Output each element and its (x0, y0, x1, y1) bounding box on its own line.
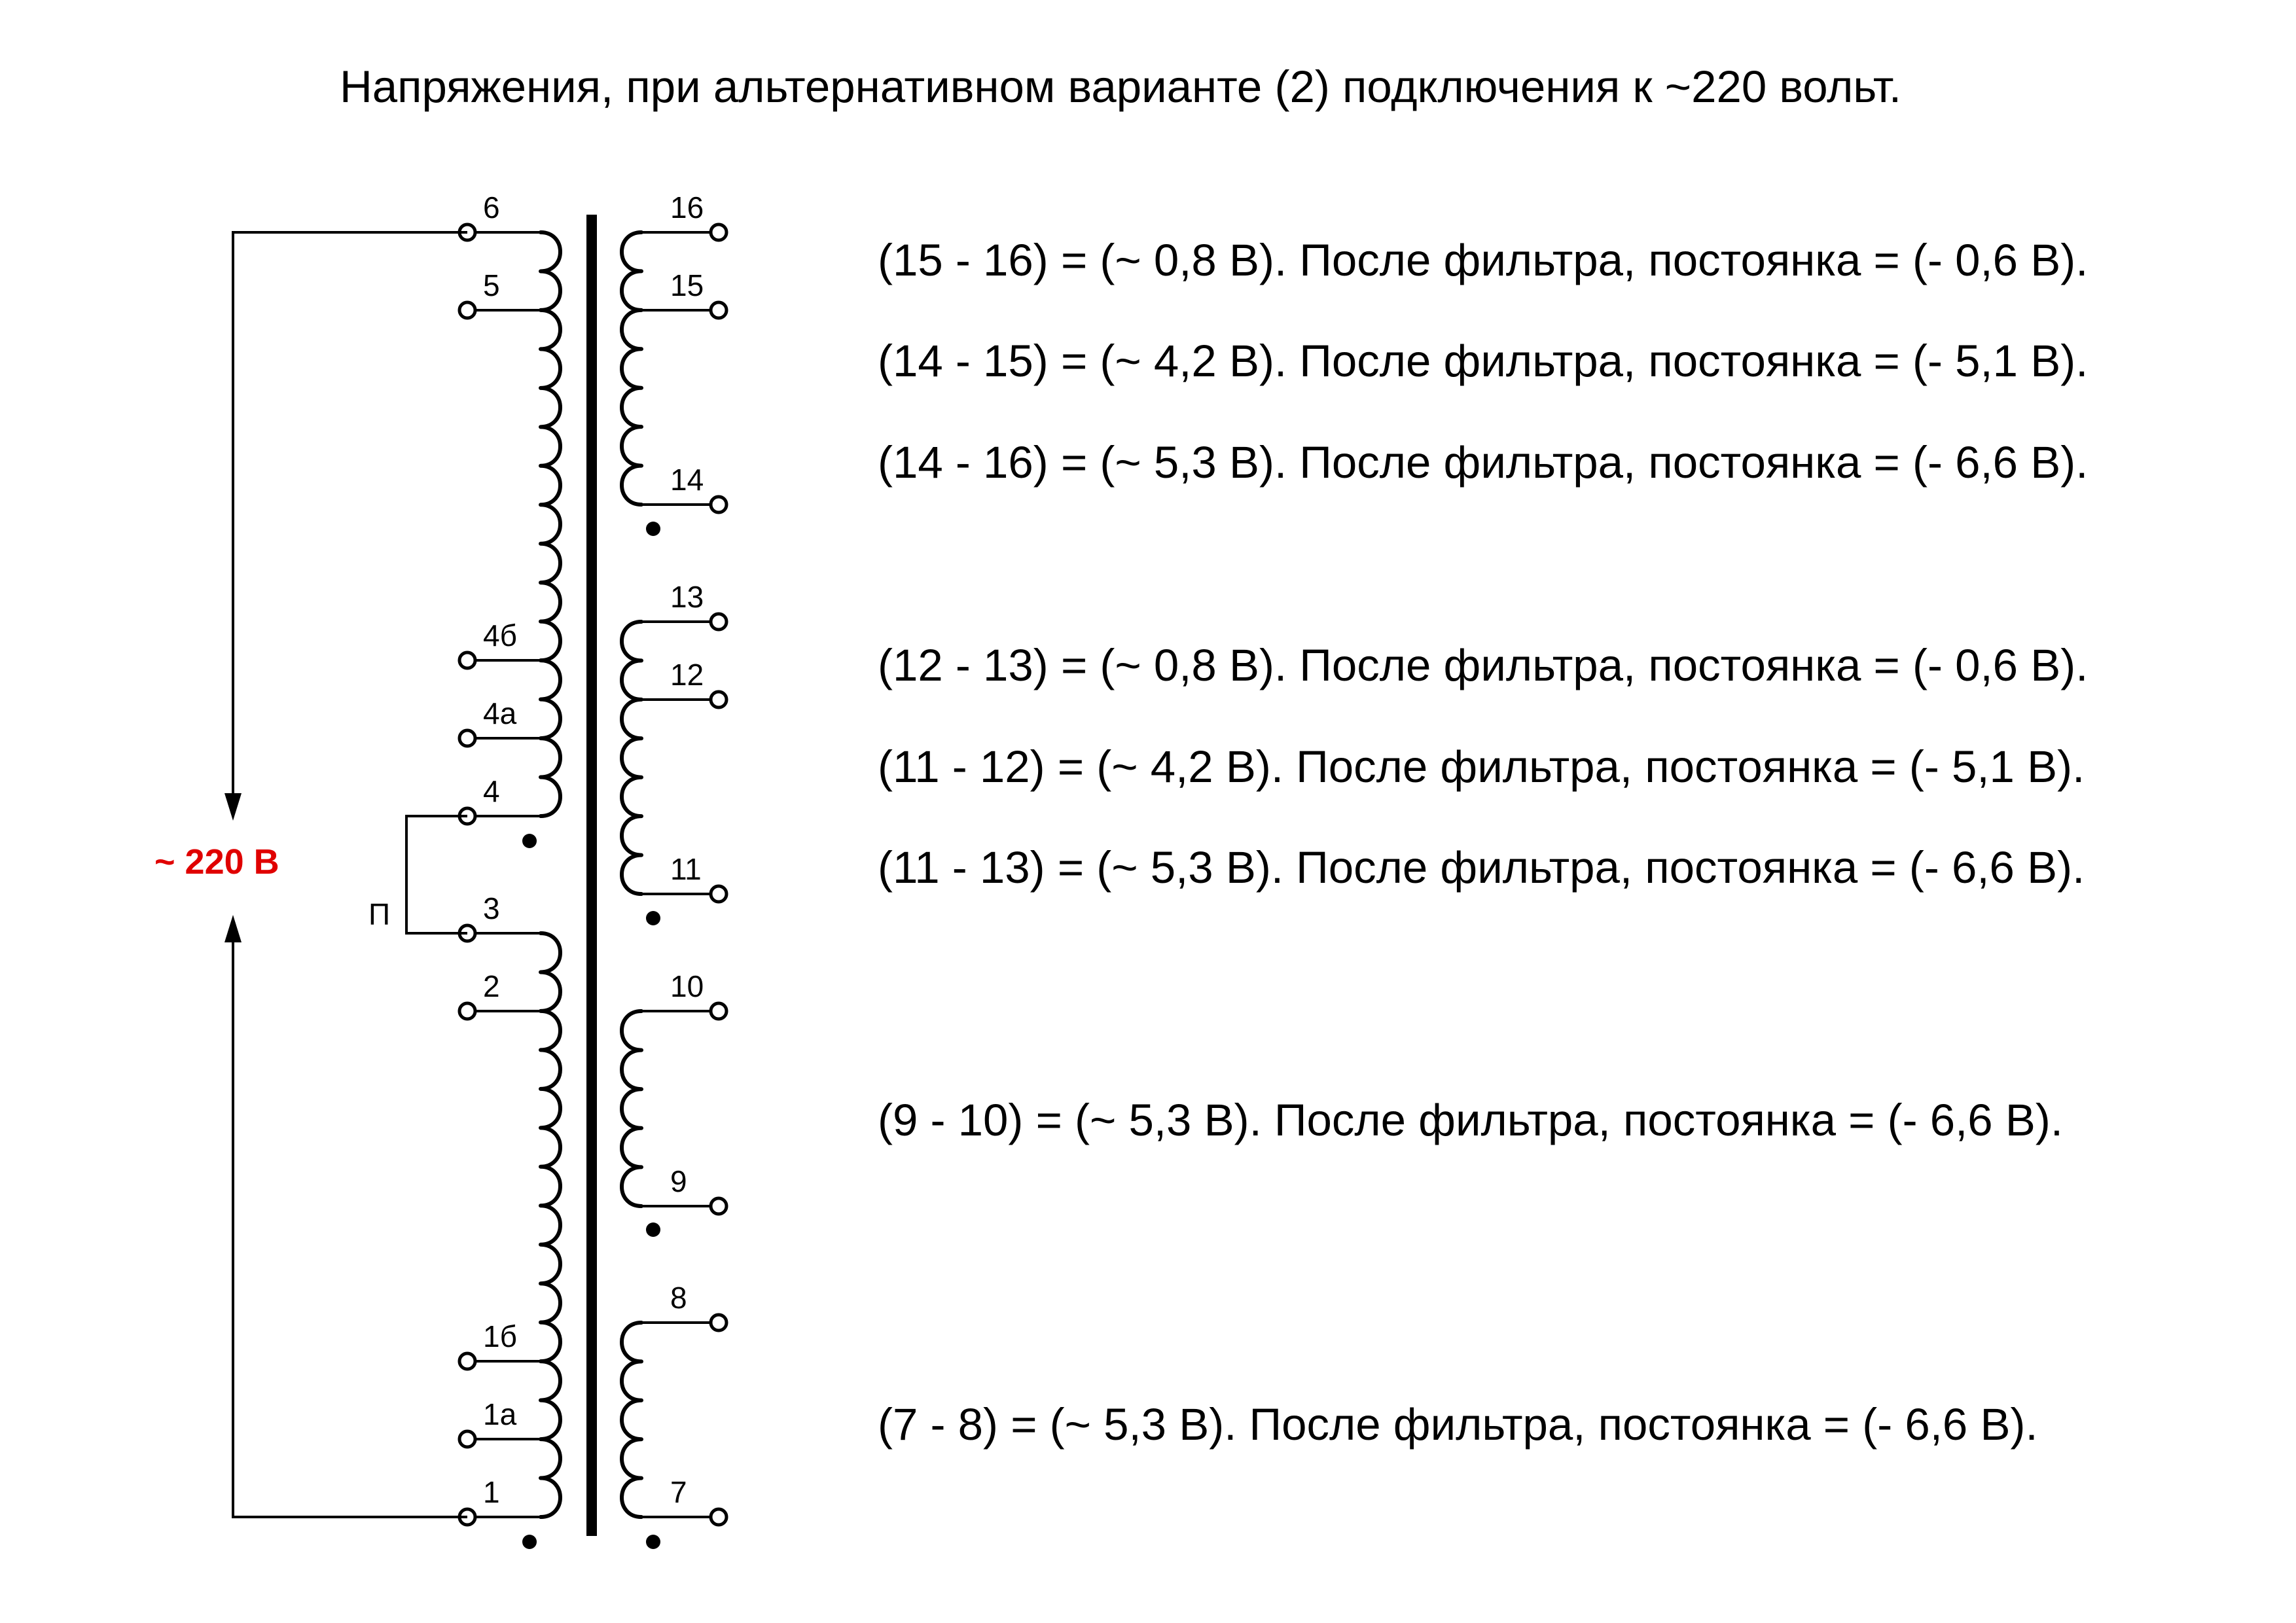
voltage-note: (7 - 8) = (~ 5,3 В). После фильтра, постоянка = (- 6,6 В). (878, 1399, 2038, 1450)
terminal-label: 9 (670, 1164, 687, 1198)
terminal-7[interactable] (711, 1509, 726, 1525)
terminal-label: 4б (483, 618, 517, 652)
jumper-label: П (368, 897, 391, 931)
phase-dot (646, 1222, 660, 1237)
terminal-1а[interactable] (459, 1431, 475, 1447)
voltage-note: (9 - 10) = (~ 5,3 В). После фильтра, постоянка = (- 6,6 В). (878, 1095, 2064, 1145)
primary-coil-upper (541, 232, 560, 816)
terminal-label: 1б (483, 1319, 517, 1353)
input-wire-bottom (233, 940, 467, 1517)
terminal-label: 10 (670, 969, 704, 1003)
terminal-label: 2 (483, 969, 500, 1003)
terminal-label: 6 (483, 190, 500, 224)
secondary-coil-w3 (622, 1011, 641, 1206)
terminal-12[interactable] (711, 692, 726, 707)
terminal-14[interactable] (711, 497, 726, 512)
terminal-label: 1 (483, 1475, 500, 1509)
terminal-label: 12 (670, 658, 704, 692)
terminal-label: 13 (670, 580, 704, 614)
voltage-note: (12 - 13) = (~ 0,8 В). После фильтра, постоянка = (- 0,6 В). (878, 640, 2089, 690)
terminal-16[interactable] (711, 224, 726, 240)
secondary-terminals (641, 190, 726, 1525)
phase-dot (646, 522, 660, 536)
primary-terminals (459, 190, 541, 1525)
terminal-label: 1а (483, 1397, 517, 1431)
terminal-label: 5 (483, 268, 500, 302)
primary-coil-lower (541, 933, 560, 1517)
terminal-9[interactable] (711, 1198, 726, 1214)
terminal-1б[interactable] (459, 1353, 475, 1369)
phase-dot (522, 834, 537, 848)
voltage-note: (11 - 13) = (~ 5,3 В). После фильтра, постоянка = (- 6,6 В). (878, 842, 2085, 893)
voltage-note: (11 - 12) = (~ 4,2 В). После фильтра, постоянка = (- 5,1 В). (878, 741, 2085, 792)
terminal-11[interactable] (711, 886, 726, 902)
terminal-label: 11 (670, 852, 702, 886)
arrow-down-icon (224, 793, 242, 821)
voltage-note: (14 - 16) = (~ 5,3 В). После фильтра, постоянка = (- 6,6 В). (878, 437, 2089, 488)
phase-dot (646, 1535, 660, 1549)
terminal-15[interactable] (711, 302, 726, 318)
jumper-wire (406, 816, 467, 933)
terminal-4а[interactable] (459, 730, 475, 746)
secondary-coil-w2 (622, 622, 641, 894)
primary-winding (541, 232, 560, 1517)
input-voltage-label: ~ 220 В (154, 842, 279, 882)
secondary-coil-w4 (622, 1323, 641, 1517)
terminal-label: 4 (483, 774, 500, 808)
terminal-13[interactable] (711, 614, 726, 630)
terminal-8[interactable] (711, 1315, 726, 1330)
voltage-note: (14 - 15) = (~ 4,2 В). После фильтра, постоянка = (- 5,1 В). (878, 336, 2089, 386)
terminal-label: 7 (670, 1475, 687, 1509)
terminal-label: 14 (670, 463, 704, 497)
secondary-windings (622, 232, 641, 1517)
terminal-label: 4а (483, 696, 517, 730)
voltage-note: (15 - 16) = (~ 0,8 В). После фильтра, постоянка = (- 0,6 В). (878, 235, 2089, 285)
terminal-label: 15 (670, 268, 704, 302)
secondary-coil-w1 (622, 232, 641, 505)
phase-dot (522, 1535, 537, 1549)
phase-dot (646, 911, 660, 925)
terminal-10[interactable] (711, 1003, 726, 1019)
page-title: Напряжения, при альтернативном варианте (2) подключения к ~220 вольт. (339, 62, 1902, 112)
terminal-label: 16 (670, 190, 704, 224)
terminal-2[interactable] (459, 1003, 475, 1019)
terminal-5[interactable] (459, 302, 475, 318)
terminal-label: 8 (670, 1281, 687, 1315)
terminal-4б[interactable] (459, 652, 475, 668)
input-wire-top (233, 232, 467, 800)
terminal-label: 3 (483, 891, 500, 925)
arrow-up-icon (224, 915, 242, 942)
